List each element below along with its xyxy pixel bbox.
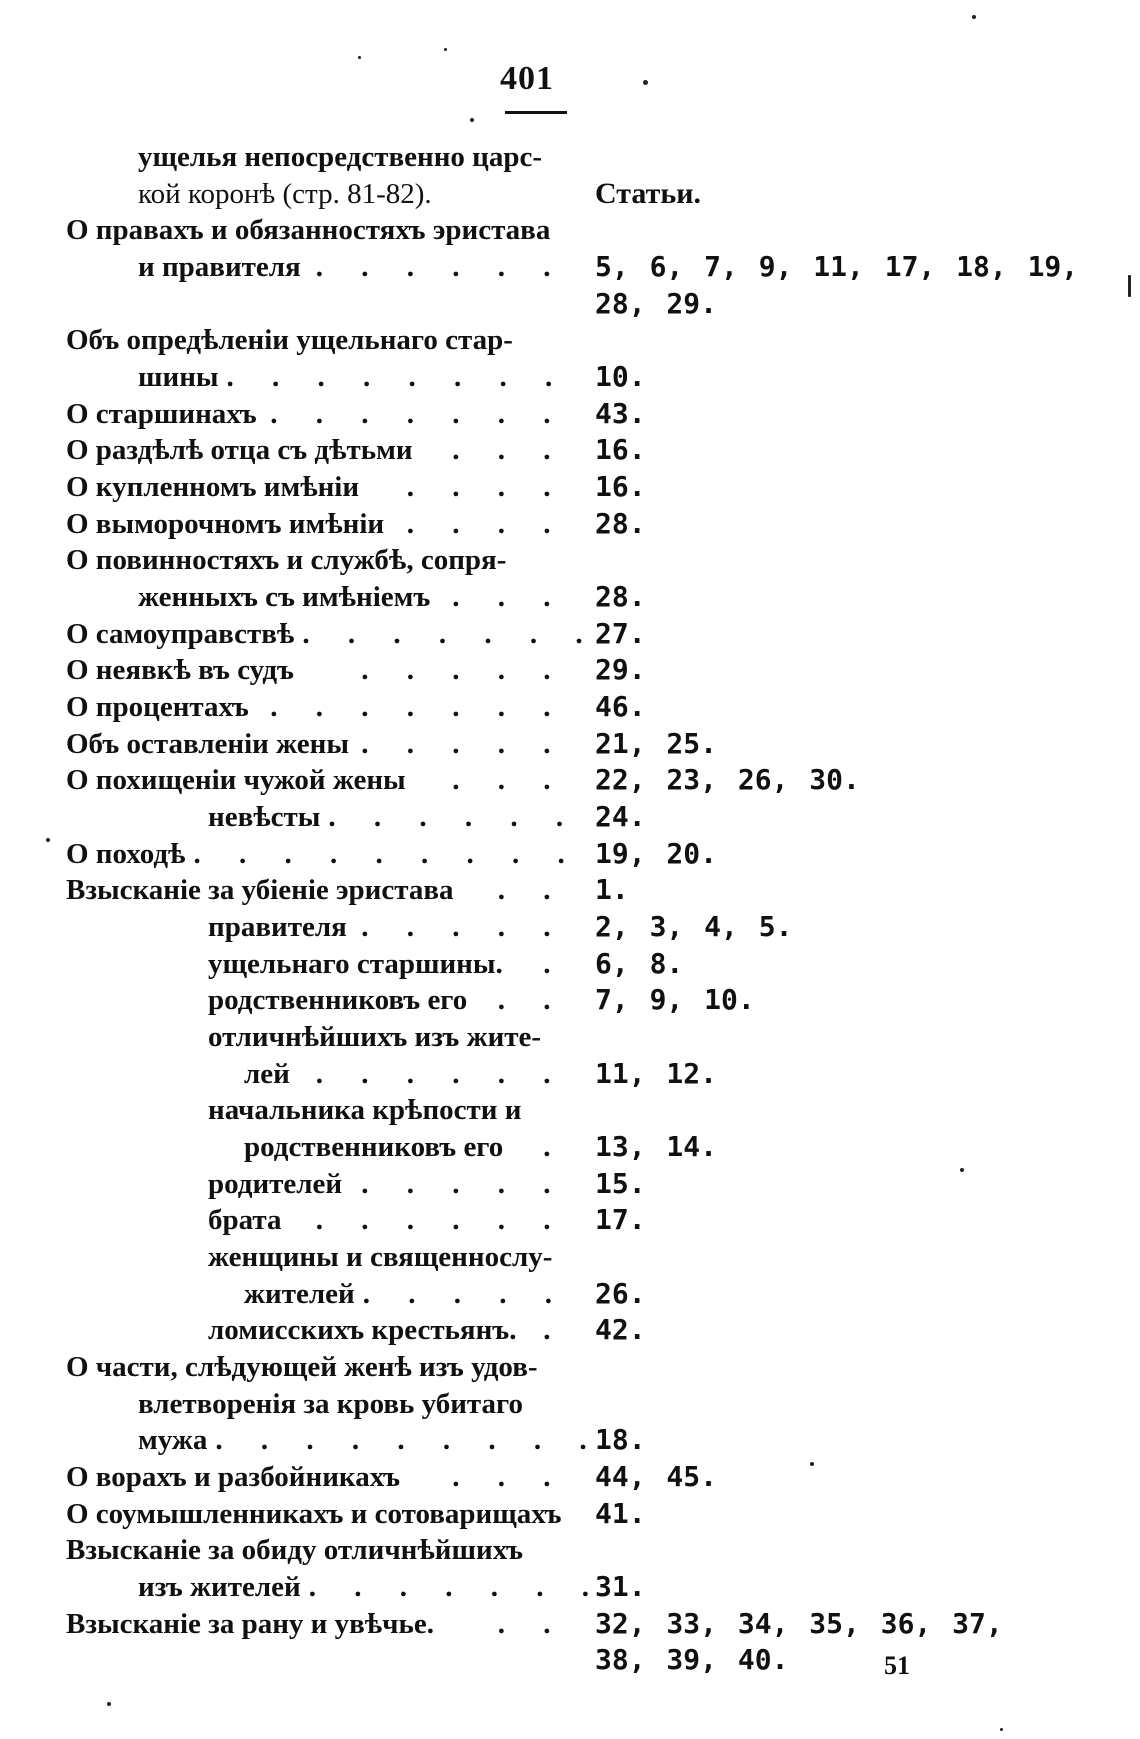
leader-dots: . . . . . <box>361 728 566 760</box>
entry-label-text: Взысканіе за убіеніе эристава <box>66 874 454 906</box>
entry-refs: 31. <box>595 1570 646 1603</box>
entry-label-text: изъ жителей <box>138 1571 301 1603</box>
entry-refs: 27. <box>595 617 646 650</box>
entry-refs: 28. <box>595 580 646 613</box>
entry-refs: 38, 39, 40. <box>595 1643 789 1676</box>
index-line <box>0 762 1140 798</box>
entry-label-text: О старшинахъ <box>66 398 257 430</box>
entry-label-text: О неявкѣ въ судъ <box>66 654 294 686</box>
entry-label-text: О правахъ и обязанностяхъ эристава <box>66 214 551 246</box>
entry-label <box>208 1166 566 1202</box>
leader-dots: . . <box>497 1608 566 1640</box>
entry-label-text: О похищеніи чужой жены <box>66 764 406 796</box>
entry-label <box>66 689 566 725</box>
index-line <box>0 1092 1140 1128</box>
entry-label <box>66 872 566 908</box>
index-line <box>0 1276 1140 1312</box>
entry-label <box>66 726 566 762</box>
entry-label-text: ущельнаго старшины. <box>208 948 503 980</box>
entry-label <box>66 396 566 432</box>
index-line <box>0 1422 1140 1458</box>
index-line <box>0 1129 1140 1165</box>
entry-label-text: О походѣ <box>66 838 186 870</box>
leader-dots: . . . . . . . . . <box>193 838 581 870</box>
column-label: Статьи. <box>595 177 701 210</box>
entry-refs: 16. <box>595 470 646 503</box>
entry-label <box>244 1129 566 1165</box>
leader-dots: . . . . . <box>362 1278 568 1310</box>
index-line <box>0 579 1140 615</box>
index-line <box>0 432 1140 468</box>
entry-label-text: женныхъ съ имѣніемъ <box>138 581 431 613</box>
leader-dots: . <box>543 948 566 980</box>
index-line <box>0 982 1140 1018</box>
leader-dots: . <box>543 1314 566 1346</box>
entry-refs: 11, 12. <box>595 1057 718 1090</box>
entry-refs: 41. <box>595 1497 646 1530</box>
entry-label <box>66 212 566 248</box>
index-line <box>0 652 1140 688</box>
entry-label <box>66 1606 566 1642</box>
index-line <box>0 689 1140 725</box>
index-line <box>0 542 1140 578</box>
entry-refs: 44, 45. <box>595 1460 718 1493</box>
leader-dots: . . . <box>452 581 566 613</box>
entry-refs: 21, 25. <box>595 727 718 760</box>
leader-dots: . . . . . . . <box>308 1571 605 1603</box>
index-line <box>0 212 1140 248</box>
entry-refs: 42. <box>595 1313 646 1346</box>
entry-refs: 28, 29. <box>595 287 718 320</box>
entry-refs: 1. <box>595 873 629 906</box>
entry-label-text: мужа <box>138 1424 208 1456</box>
index-line <box>0 176 1140 212</box>
scan-speck <box>444 48 447 51</box>
entry-label-text: Взысканіе за обиду отличнѣйшихъ <box>66 1534 523 1566</box>
entry-label <box>208 946 566 982</box>
index-line <box>0 322 1140 358</box>
index-line <box>0 1532 1140 1568</box>
entry-label <box>66 1459 566 1495</box>
scan-speck <box>1000 1728 1003 1731</box>
leader-dots: . . <box>497 984 566 1016</box>
leader-dots: . . . . . . . <box>270 691 566 723</box>
index-line <box>0 836 1140 872</box>
entry-label-text: кой коронѣ (стр. 81-82). <box>138 178 432 210</box>
index-line <box>0 1459 1140 1495</box>
entry-refs: 26. <box>595 1277 646 1310</box>
leader-dots: . . <box>497 874 566 906</box>
entry-label <box>138 1569 605 1605</box>
index-line <box>0 1202 1140 1238</box>
entry-label <box>66 1532 566 1568</box>
scan-speck <box>972 15 976 19</box>
entry-refs: 22, 23, 26, 30. <box>595 763 860 796</box>
entry-refs: 6, 8. <box>595 947 684 980</box>
leader-dots: . . . . . . . <box>270 398 566 430</box>
index-line <box>0 616 1140 652</box>
leader-dots: . . . . <box>406 471 566 503</box>
entry-label-text: начальника крѣпости и <box>208 1094 522 1126</box>
entry-label <box>244 1056 566 1092</box>
entry-refs: 24. <box>595 800 646 833</box>
entry-label <box>208 1239 566 1275</box>
entry-label-text: О купленномъ имѣніи <box>66 471 360 503</box>
entry-label-text: О самоуправствѣ <box>66 618 295 650</box>
entry-label-text: Взысканіе за рану и увѣчье. <box>66 1608 434 1640</box>
entry-label-text: правителя <box>208 911 347 943</box>
entry-label-text: шины <box>138 361 219 393</box>
entry-label-text: О части, слѣдующей женѣ изъ удов- <box>66 1351 538 1383</box>
entry-label <box>208 909 566 945</box>
index-line <box>0 799 1140 835</box>
entry-label <box>66 762 566 798</box>
entry-label-text: влетворенія за кровь убитаго <box>138 1388 523 1420</box>
entry-label <box>208 1312 566 1348</box>
entry-label <box>208 799 579 835</box>
entry-label <box>66 652 566 688</box>
entry-label <box>138 1422 603 1458</box>
index-line <box>0 872 1140 908</box>
index-line <box>0 726 1140 762</box>
leader-dots: . . . <box>452 764 566 796</box>
entry-label-text: родственниковъ его <box>244 1131 504 1163</box>
index-line <box>0 506 1140 542</box>
index-line <box>0 469 1140 505</box>
entry-label-text: Объ опредѣленіи ущельнаго стар- <box>66 324 513 356</box>
entry-label <box>66 506 566 542</box>
entry-label-text: О выморочномъ имѣніи <box>66 508 385 540</box>
index-line <box>0 1239 1140 1275</box>
scan-speck <box>358 56 361 59</box>
index-line <box>0 1606 1140 1642</box>
leader-dots: . . . . . <box>361 654 566 686</box>
page-number-rule <box>505 111 567 114</box>
scan-speck <box>46 838 50 842</box>
entry-refs: 15. <box>595 1167 646 1200</box>
entry-refs: 2, 3, 4, 5. <box>595 910 793 943</box>
index-line <box>0 286 1140 322</box>
entry-refs: 28. <box>595 507 646 540</box>
entry-label-text: ущелья непосредственно царс- <box>138 141 543 173</box>
entry-refs: 18. <box>595 1423 646 1456</box>
entry-label-text: О процентахъ <box>66 691 249 723</box>
entry-refs: 7, 9, 10. <box>595 983 755 1016</box>
entry-label <box>138 176 566 212</box>
leader-dots: . . . . . . <box>328 801 579 833</box>
entry-label-text: родителей <box>208 1168 343 1200</box>
entry-label <box>66 542 566 578</box>
entry-refs: 10. <box>595 360 646 393</box>
scan-speck <box>643 80 648 85</box>
entry-refs: 46. <box>595 690 646 723</box>
leader-dots: . . . . . . <box>315 251 566 283</box>
leader-dots: . . . . . . <box>315 1204 566 1236</box>
entry-label-text: отличнѣйшихъ изъ жите- <box>208 1021 542 1053</box>
entry-label <box>244 1276 566 1312</box>
entry-label-text: невѣсты <box>208 801 321 833</box>
entry-label-text: брата <box>208 1204 282 1236</box>
entry-label-text: О раздѣлѣ отца съ дѣтьми <box>66 434 413 466</box>
entry-label <box>208 1019 566 1055</box>
scan-speck <box>470 118 474 122</box>
entry-label-text: ломисскихъ крестьянъ. <box>208 1314 517 1346</box>
leader-dots: . . . . . <box>361 1168 566 1200</box>
scan-speck <box>107 1702 111 1706</box>
entry-label-text: О соумышленникахъ и сотоварищахъ <box>66 1498 562 1530</box>
scan-speck <box>960 1168 964 1172</box>
index-line <box>0 1569 1140 1605</box>
page-number: 401 <box>500 60 554 97</box>
index-line <box>0 1312 1140 1348</box>
index-line <box>0 359 1140 395</box>
index-line <box>0 1496 1140 1532</box>
entry-refs: 5, 6, 7, 9, 11, 17, 18, 19, <box>595 250 1079 283</box>
leader-dots: . . . . . . <box>315 1058 566 1090</box>
index-line <box>0 396 1140 432</box>
index-line <box>0 909 1140 945</box>
entry-label-text: родственниковъ его <box>208 984 468 1016</box>
entry-label-text: Объ оставленіи жены <box>66 728 349 760</box>
entry-label <box>138 359 566 395</box>
index-line <box>0 249 1140 285</box>
index-line <box>0 1166 1140 1202</box>
entry-refs: 17. <box>595 1203 646 1236</box>
entry-label-text: жителей <box>244 1278 355 1310</box>
leader-dots: . . . . . . . . . <box>215 1424 603 1456</box>
scan-speck <box>1128 275 1131 297</box>
leader-dots: . . . . . . . . <box>226 361 568 393</box>
leader-dots: . . . <box>452 434 566 466</box>
entry-label <box>138 139 566 175</box>
entry-refs: 43. <box>595 397 646 430</box>
entry-label <box>66 1349 566 1385</box>
entry-label-text: лей <box>244 1058 290 1090</box>
entry-refs: 32, 33, 34, 35, 36, 37, <box>595 1607 1003 1640</box>
index-line <box>0 1056 1140 1092</box>
entry-label <box>138 1386 566 1422</box>
entry-label <box>66 322 566 358</box>
entry-refs: 16. <box>595 433 646 466</box>
entry-refs: 13, 14. <box>595 1130 718 1163</box>
entry-refs: 29. <box>595 653 646 686</box>
entry-label-text: О ворахъ и разбойникахъ <box>66 1461 401 1493</box>
index-line <box>0 1386 1140 1422</box>
entry-label <box>66 616 599 652</box>
entry-refs: 19, 20. <box>595 837 718 870</box>
index-line <box>0 1019 1140 1055</box>
leader-dots: . <box>543 1131 566 1163</box>
index-line <box>0 139 1140 175</box>
scan-speck <box>810 1462 814 1466</box>
entry-label <box>208 1202 566 1238</box>
index-line <box>0 1642 1140 1678</box>
entry-label <box>66 1496 566 1532</box>
entry-label <box>66 432 566 468</box>
entry-label <box>66 469 566 505</box>
signature-mark: 51 <box>884 1651 910 1680</box>
leader-dots: . . . . . <box>361 911 566 943</box>
index-line <box>0 1349 1140 1385</box>
entry-label <box>138 579 566 615</box>
leader-dots: . . . <box>452 1461 566 1493</box>
entry-label <box>138 249 566 285</box>
leader-dots: . . . . <box>406 508 566 540</box>
entry-label <box>66 836 581 872</box>
entry-label <box>208 982 566 1018</box>
entry-label-text: женщины и священнослу- <box>208 1241 553 1273</box>
leader-dots: . . . . . . . <box>302 618 599 650</box>
entry-label-text: О повинностяхъ и службѣ, сопря- <box>66 544 507 576</box>
index-line <box>0 946 1140 982</box>
entry-label-text: и правителя <box>138 251 301 283</box>
entry-label <box>208 1092 566 1128</box>
